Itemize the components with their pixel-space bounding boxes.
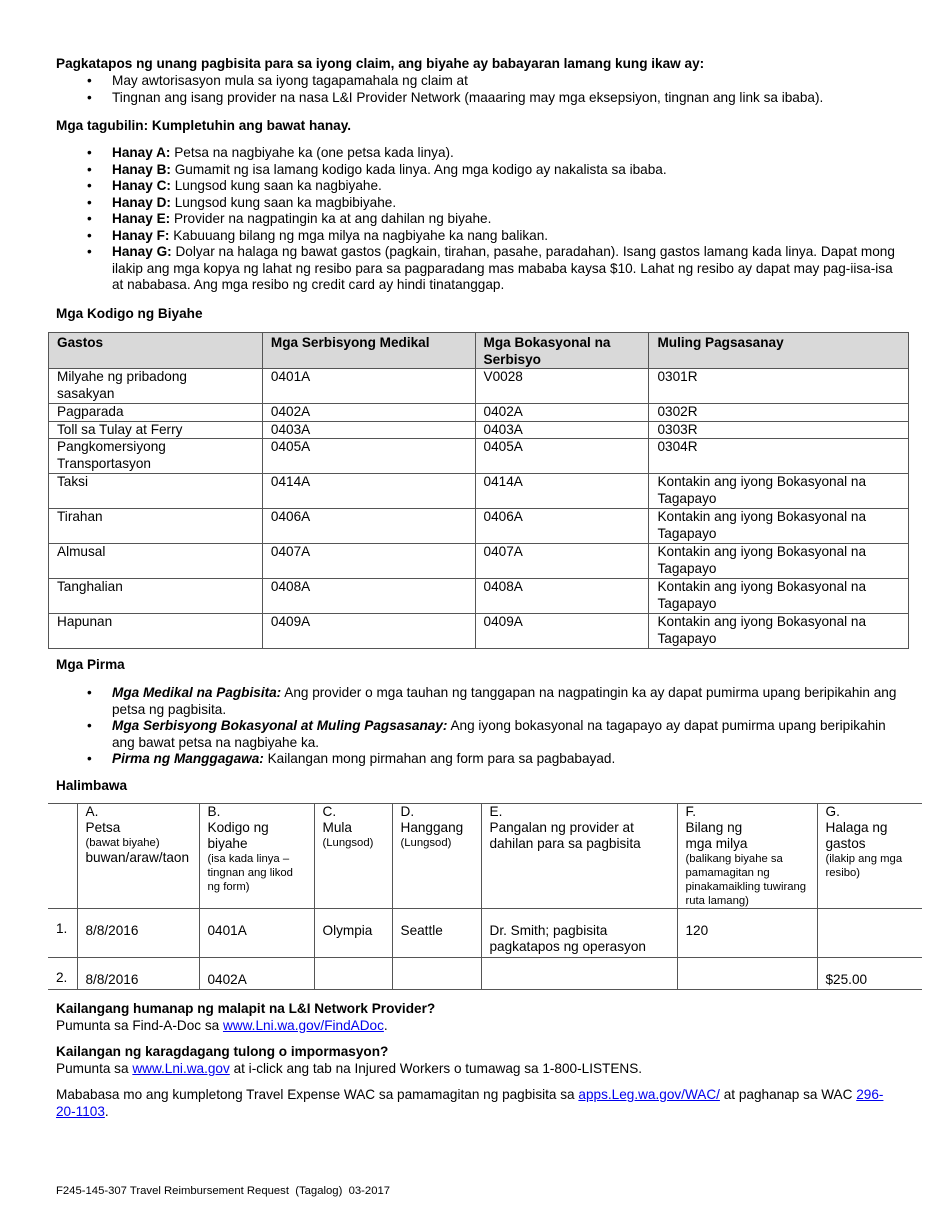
table-row <box>49 579 909 614</box>
column-title: Mula <box>322 820 352 835</box>
column-header-d <box>392 804 481 909</box>
table-cell: 0407A <box>262 544 475 579</box>
item-text: Provider na nagpatingin ka at ang dahilan ng biyahe. <box>173 211 492 226</box>
list-item <box>112 228 902 245</box>
list-item <box>112 195 902 212</box>
table-cell: Almusal <box>49 544 263 579</box>
column-letter: B. <box>207 804 221 819</box>
help-text <box>56 1061 896 1078</box>
table-cell: 120 <box>677 909 817 958</box>
cell-text: Pangkomersiyong Transportasyon <box>57 439 166 471</box>
column-title: Petsa <box>85 820 121 835</box>
wac-pre: Mababasa mo ang kumpletong Travel Expense WAC sa pamamagitan ng pagbisita sa <box>56 1087 579 1102</box>
header-wrap: Mga Bokasyonal na Serbisyo <box>483 335 611 367</box>
column-header-e <box>481 804 677 909</box>
table-row <box>49 369 909 404</box>
item-text: Lungsod kung saan ka nagbiyahe. <box>174 178 382 193</box>
table-cell: Kontakin ang iyong Bokasyonal na Tagapayo <box>649 544 909 579</box>
table-cell <box>392 958 481 990</box>
list-item <box>112 178 902 195</box>
help-pre: Pumunta sa <box>56 1060 133 1076</box>
table-cell: Taksi <box>49 474 263 509</box>
column-letter: E. <box>489 804 503 819</box>
table-cell: 0402A <box>199 958 314 990</box>
item-label: Hanay D: <box>112 194 171 210</box>
table-cell: Tanghalian <box>49 579 263 614</box>
item-label: Hanay A: <box>112 145 171 160</box>
column-letter: D. <box>400 804 415 819</box>
table-row <box>49 509 909 544</box>
item-label: Hanay B: <box>112 161 171 177</box>
help-pre: Pumunta sa Find-A-Doc sa <box>56 1017 223 1033</box>
table-row <box>49 404 909 422</box>
intro-list <box>112 73 912 106</box>
instructions-list <box>112 145 902 294</box>
table-row <box>49 614 909 649</box>
table-row <box>48 958 922 990</box>
table-cell: 0414A <box>475 474 649 509</box>
table-cell: Pagparada <box>49 404 263 422</box>
table-cell: 0408A <box>262 579 475 614</box>
item-label: Hanay C: <box>112 178 171 193</box>
table-cell: 0405A <box>475 439 649 474</box>
list-item <box>112 685 902 718</box>
column-note: (bawat biyahe) <box>85 837 160 849</box>
wac-paragraph <box>56 1087 896 1120</box>
column-header <box>475 333 649 369</box>
column-header: Gastos <box>49 333 263 369</box>
table-cell: 0302R <box>649 404 909 422</box>
instructions-heading: Mga tagubilin: Kumpletuhin ang bawat hanay. <box>56 118 352 133</box>
item-text: Ang provider o mga tauhan ng tanggapan na nagpatingin ka ay dapat pumirma upang beripikahin ang petsa ng pagbisita. <box>112 685 897 717</box>
intro-heading: Pagkatapos ng unang pagbisita para sa iyong claim, ang biyahe ay babayaran lamang kung ikaw ay: <box>56 56 705 71</box>
wac-post: . <box>104 1103 109 1119</box>
column-title: Halaga ng gastos <box>825 820 888 851</box>
help-find-provider <box>56 1001 896 1034</box>
table-cell: V0028 <box>475 369 649 404</box>
item-text: Ang iyong bokasyonal na tagapayo ay dapat pumirma upang beripikahin ang bawat petsa na nagbiyahe ka. <box>112 718 886 750</box>
table-cell <box>49 369 263 404</box>
column-letter: A. <box>85 804 99 819</box>
table-cell: 0405A <box>262 439 475 474</box>
table-cell: 0303R <box>649 421 909 439</box>
list-item <box>112 244 902 294</box>
table-cell <box>677 958 817 990</box>
table-cell: 0304R <box>649 439 909 474</box>
form-footer: F245-145-307 Travel Reimbursement Request (Tagalog) 03-2017 <box>56 1185 391 1197</box>
table-cell: Toll sa Tulay at Ferry <box>49 421 263 439</box>
lni-link[interactable]: www.Lni.wa.gov <box>132 1060 230 1076</box>
table-cell: Kontakin ang iyong Bokasyonal na Tagapayo <box>649 509 909 544</box>
example-table <box>48 803 922 990</box>
table-cell <box>49 439 263 474</box>
column-header-b <box>199 804 314 909</box>
column-note: (isa kada linya – tingnan ang likod ng form) <box>207 853 293 893</box>
table-cell: 0414A <box>262 474 475 509</box>
find-a-doc-link[interactable]: www.Lni.wa.gov/FindADoc <box>222 1017 384 1033</box>
table-cell: 0402A <box>262 404 475 422</box>
list-item: • May awtorisasyon mula sa iyong tagapamahala ng claim at <box>112 73 912 90</box>
table-cell <box>481 958 677 990</box>
table-cell: 0409A <box>475 614 649 649</box>
table-cell: 0409A <box>262 614 475 649</box>
help-text <box>56 1018 896 1035</box>
column-header: Muling Pagsasanay <box>649 333 909 369</box>
column-header-g <box>817 804 922 909</box>
row-number: 2. <box>48 958 77 990</box>
table-cell: Kontakin ang iyong Bokasyonal na Tagapayo <box>649 614 909 649</box>
travel-codes-table <box>48 332 909 649</box>
table-cell: 0403A <box>475 421 649 439</box>
item-label: Mga Serbisyong Bokasyonal at Muling Pagsasanay: <box>112 718 448 733</box>
help-heading: Kailangang humanap ng malapit na L&I Network Provider? <box>56 1001 436 1016</box>
column-note: (Lungsod) <box>322 837 374 849</box>
column-title: Hanggang <box>400 820 464 835</box>
list-item <box>112 145 902 162</box>
table-row <box>49 474 909 509</box>
table-cell: Hapunan <box>49 614 263 649</box>
table-row <box>49 439 909 474</box>
table-cell: 0401A <box>262 369 475 404</box>
column-title: Bilang ng mga milya <box>685 820 748 851</box>
table-cell: 8/8/2016 <box>77 958 199 990</box>
list-item <box>112 162 902 179</box>
wac-number-link[interactable]: 296-20-1103 <box>56 1087 884 1119</box>
wac-apps-link[interactable]: apps.Leg.wa.gov/WAC/ <box>578 1087 720 1102</box>
column-letter: F. <box>685 804 697 819</box>
list-item: • Tingnan ang isang provider na nasa L&I Provider Network (maaaring may mga eksepsiyon, tingnan ang link sa ibaba). <box>112 90 912 107</box>
item-text: Petsa na nagbiyahe ka (one petsa kada linya). <box>174 145 454 160</box>
table-row <box>49 421 909 439</box>
table-cell: 0401A <box>199 909 314 958</box>
signatures-heading: Mga Pirma <box>56 657 125 672</box>
column-letter: G. <box>825 804 840 819</box>
table-cell: 0402A <box>475 404 649 422</box>
column-header-f <box>677 804 817 909</box>
column-note: (balikang biyahe sa pamamagitan ng pinakamaikling tuwirang ruta lamang) <box>685 853 807 907</box>
item-label: Mga Medikal na Pagbisita: <box>112 685 282 700</box>
list-item <box>112 718 902 751</box>
table-cell <box>817 909 922 958</box>
codes-heading: Mga Kodigo ng Biyahe <box>56 306 203 321</box>
example-header-row <box>48 804 922 909</box>
table-cell: 0403A <box>262 421 475 439</box>
column-header-a <box>77 804 199 909</box>
item-label: Hanay G: <box>112 244 172 259</box>
item-text: Lungsod kung saan ka magbibiyahe. <box>174 194 397 210</box>
cell-text: Milyahe ng pribadong sasakyan <box>57 369 187 401</box>
column-header-c <box>314 804 392 909</box>
table-cell: Olympia <box>314 909 392 958</box>
item-text: Kailangan mong pirmahan ang form para sa pagbabayad. <box>267 751 616 766</box>
column-note: (Lungsod) <box>400 837 452 849</box>
table-cell: 0408A <box>475 579 649 614</box>
column-title: Kodigo ng biyahe <box>207 820 269 851</box>
item-text: Gumamit ng isa lamang kodigo kada linya. Ang mga kodigo ay nakalista sa ibaba. <box>174 161 667 177</box>
table-cell: 0406A <box>475 509 649 544</box>
table-row <box>49 544 909 579</box>
column-extra: buwan/araw/taon <box>85 850 190 865</box>
help-post: at i-click ang tab na Injured Workers o tumawag sa 1-800-LISTENS. <box>229 1060 643 1076</box>
table-header-row <box>49 333 909 369</box>
table-row <box>48 909 922 958</box>
table-cell: Kontakin ang iyong Bokasyonal na Tagapayo <box>649 579 909 614</box>
help-more-info <box>56 1044 896 1077</box>
table-cell: Kontakin ang iyong Bokasyonal na Tagapayo <box>649 474 909 509</box>
table-cell: $25.00 <box>825 972 868 987</box>
list-item <box>112 751 902 768</box>
item-label: Pirma ng Manggagawa: <box>112 751 264 766</box>
item-text: Dolyar na halaga ng bawat gastos (pagkain, tirahan, pasahe, paradahan). Isang gastos lamang kada linya. Dapat mong ilakip ang mga kopya ng lahat ng resibo para sa pagparadang mas mababa kaysa $10. Lahat ng resibo ay dapat may pag-iisa-isa at nababasa. Ang mga resibo ng credit card ay hindi tinatanggap. <box>112 244 895 292</box>
example-heading: Halimbawa <box>56 778 128 793</box>
table-cell: 0407A <box>475 544 649 579</box>
table-cell: 0301R <box>649 369 909 404</box>
table-cell: Tirahan <box>49 509 263 544</box>
wac-mid: at paghanap sa WAC <box>719 1087 857 1102</box>
column-letter: C. <box>322 804 337 819</box>
table-cell <box>314 958 392 990</box>
table-cell: Seattle <box>392 909 481 958</box>
column-header: Mga Serbisyong Medikal <box>262 333 475 369</box>
item-label: Hanay E: <box>112 211 171 226</box>
column-note: (ilakip ang mga resibo) <box>825 853 903 879</box>
signatures-list <box>112 685 902 768</box>
item-label: Hanay F: <box>112 227 170 243</box>
row-number: 1. <box>48 909 77 958</box>
table-cell: 8/8/2016 <box>77 909 199 958</box>
table-cell: Dr. Smith; pagbisita pagkatapos ng operasyon <box>481 909 677 958</box>
list-item <box>112 211 902 228</box>
help-post: . <box>383 1017 388 1033</box>
table-cell: 0406A <box>262 509 475 544</box>
row-number-header <box>48 804 77 909</box>
column-title: Pangalan ng provider at dahilan para sa pagbisita <box>489 820 641 851</box>
item-text: Kabuuang bilang ng mga milya na nagbiyahe ka nang balikan. <box>173 227 549 243</box>
help-heading: Kailangan ng karagdagang tulong o impormasyon? <box>56 1044 389 1059</box>
